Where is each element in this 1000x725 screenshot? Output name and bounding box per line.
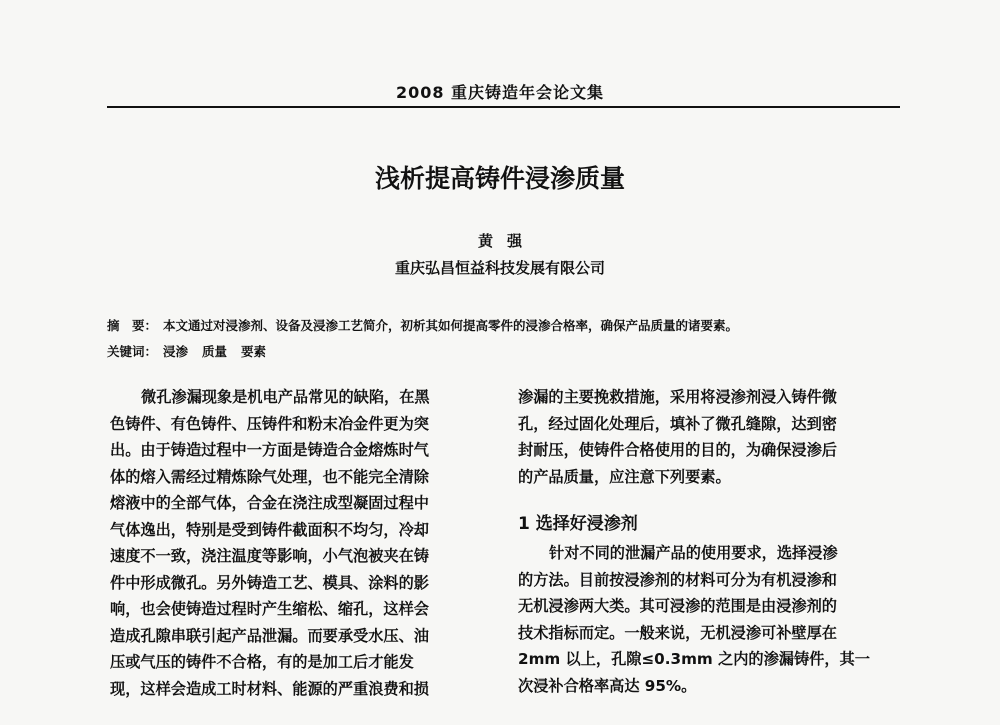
abstract-label: 摘 要： — [107, 318, 158, 333]
text-line: 出。由于铸造过程中一方面是铸造合金熔炼时气 — [110, 441, 429, 459]
text-line: 的方法。目前按浸渗剂的材料可分为有机浸渗和 — [518, 570, 837, 589]
text-line: 2mm 以上，孔隙≤0.3mm 之内的渗漏铸件，其一 — [518, 650, 870, 668]
text-line: 渗漏的主要挽救措施，采用将浸渗剂浸入铸件微 — [518, 388, 837, 406]
text-line: 压或气压的铸件不合格，有的是加工后才能发 — [110, 653, 414, 671]
text-line: 无机浸渗两大类。其可浸渗的范围是由浸渗剂的 — [518, 597, 837, 615]
text-line: 微孔渗漏现象是机电产品常见的缺陷，在黑 — [141, 388, 430, 406]
text-line: 色铸件、有色铸件、压铸件和粉末冶金件更为突 — [110, 414, 429, 433]
text-line: 速度不一致，浇注温度等影响，小气泡被夹在铸 — [110, 547, 429, 565]
running-header: 2008 重庆铸造年会论文集 — [395, 83, 605, 102]
text-line: 熔液中的全部气体，合金在浇注成型凝固过程中 — [110, 494, 429, 512]
text-line: 的产品质量，应注意下列要素。 — [518, 467, 731, 486]
text-line: 体的熔入需经过精炼除气处理，也不能完全清除 — [110, 467, 429, 486]
text-line: 封耐压，使铸件合格使用的目的，为确保浸渗后 — [518, 441, 837, 459]
text-line: 现，这样会造成工时材料、能源的严重浪费和损 — [110, 679, 429, 698]
keywords-label: 关键词： — [107, 344, 158, 359]
text-line: 气体逸出，特别是受到铸件截面积不均匀，冷却 — [110, 520, 429, 539]
abstract — [107, 316, 907, 334]
text-line: 针对不同的泄漏产品的使用要求，选择浸渗 — [549, 544, 838, 562]
keywords — [107, 342, 907, 360]
text-line: 孔，经过固化处理后，填补了微孔缝隙，达到密 — [518, 414, 837, 433]
text-line: 技术指标而定。一般来说，无机浸渗可补壁厚在 — [518, 623, 837, 642]
left-column — [110, 384, 495, 702]
right-column — [518, 384, 903, 699]
keyword: 浸渗 — [163, 344, 189, 359]
paper-title: 浅析提高铸件浸渗质量 — [374, 164, 625, 193]
text-line: 响，也会使铸造过程时产生缩松、缩孔，这样会 — [110, 600, 429, 618]
abstract-text: 本文通过对浸渗剂、设备及浸渗工艺简介，初析其如何提高零件的浸渗合格率，确保产品质量的诸要素。 — [163, 318, 739, 333]
author-name: 黄强 — [477, 232, 536, 250]
keyword: 要素 — [241, 344, 267, 359]
header-rule — [107, 106, 900, 108]
section-heading: 1 选择好浸渗剂 — [518, 514, 638, 534]
text-line: 造成孔隙串联引起产品泄漏。而要承受水压、油 — [110, 626, 429, 645]
text-line: 次浸补合格率高达 95%。 — [518, 676, 697, 695]
keyword: 质量 — [202, 344, 228, 359]
text-line: 件中形成微孔。另外铸造工艺、模具、涂料的影 — [110, 573, 429, 592]
author-affiliation: 重庆弘昌恒益科技发展有限公司 — [394, 259, 605, 277]
